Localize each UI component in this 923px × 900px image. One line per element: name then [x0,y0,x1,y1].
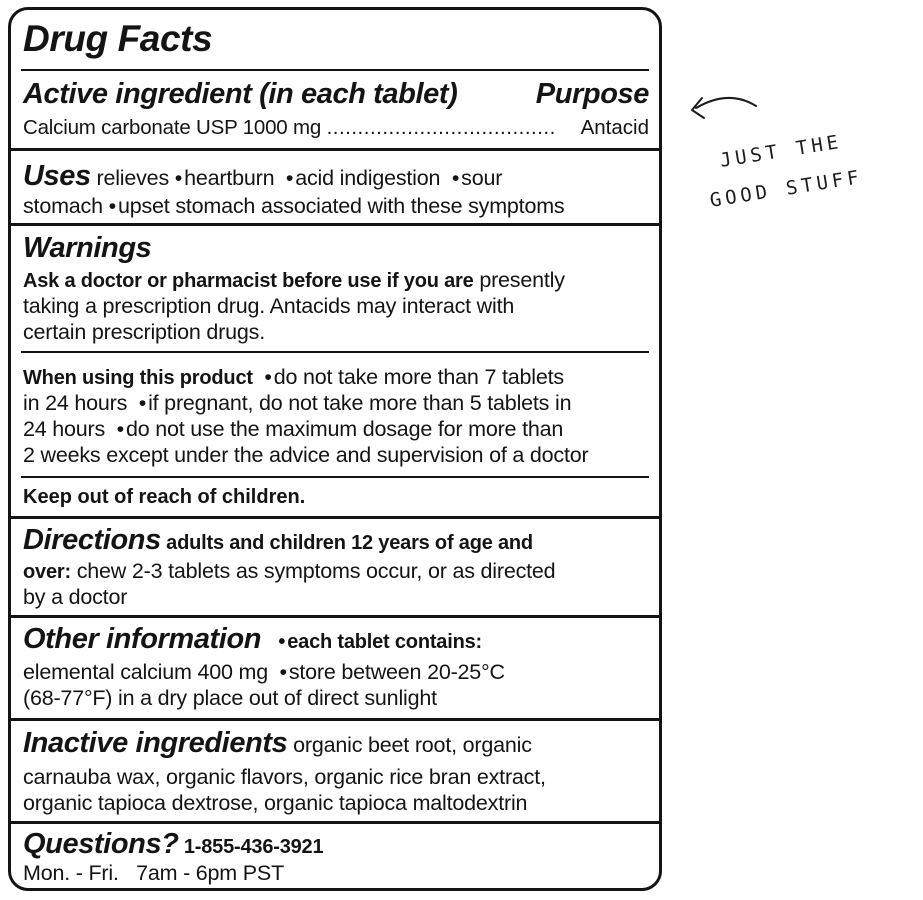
uses-text: heartburn [184,166,281,190]
bullet-icon: • [451,166,460,190]
warnings-ask-line-2: taking a prescription drug. Antacids may interact with [23,294,515,318]
when-using-text: do not use the maximum dosage for more than [125,417,564,441]
questions-phone: 1-855-436-3921 [178,836,324,858]
inactive-heading: Inactive ingredients [23,727,288,759]
active-ingredient-row [23,116,556,140]
uses-line-1 [23,160,502,193]
section-divider [11,148,659,151]
annotation-line-2: GOOD STUFF [708,165,865,212]
other-info-text: elemental calcium 400 mg [23,660,274,684]
bullet-icon: • [279,660,287,684]
warnings-text: presently [473,268,565,292]
uses-text: sour [461,166,503,190]
inactive-text: organic beet root, organic [287,733,532,757]
questions-hours: Mon. - Fri. 7am - 6pm PST [23,861,285,885]
uses-text: relieves [90,166,175,190]
subsection-divider [21,351,649,353]
purpose-heading: Purpose [535,78,649,110]
uses-text: upset stomach associated with these symptoms [117,194,565,218]
inactive-line-1 [23,727,532,760]
warnings-heading: Warnings [23,232,152,264]
other-info-line-2 [23,660,505,685]
ingredient-name: Calcium carbonate USP 1000 mg [23,116,322,139]
uses-text: acid indigestion [295,166,447,190]
page-title: Drug Facts [23,18,213,59]
when-using-line-1 [23,365,564,390]
questions-heading: Questions? [23,828,179,860]
when-using-line-2 [23,391,571,416]
subsection-divider [21,476,649,478]
uses-line-2 [23,194,564,219]
when-using-text: if pregnant, do not take more than 5 tablets in [148,391,572,415]
bullet-icon: • [285,166,294,190]
drug-facts-panel [8,7,662,891]
bullet-icon: • [174,166,183,190]
hand-drawn-arrow-icon [680,88,770,138]
section-divider [11,615,659,618]
when-using-text: 24 hours [23,417,111,441]
directions-heading: Directions [23,524,161,556]
inactive-line-2: carnauba wax, organic flavors, organic rice bran extract, [23,765,546,789]
other-info-line-3: (68-77°F) in a dry place out of direct sunlight [23,686,437,710]
other-info-text: store between 20-25°C [288,660,505,684]
bullet-icon: • [116,417,124,441]
active-ingredient-heading: Active ingredient (in each tablet) [23,78,458,110]
ingredient-purpose: Antacid [580,116,649,139]
keep-out-of-reach: Keep out of reach of children. [23,486,306,508]
directions-bold: over: [23,561,71,583]
title-divider [21,69,649,71]
questions-line-1 [23,828,323,861]
other-info-bold: each tablet contains: [287,631,482,653]
section-divider [11,821,659,824]
section-divider [11,516,659,519]
section-divider [11,223,659,226]
directions-text: chew 2-3 tablets as symptoms occur, or as directed [70,559,556,583]
warnings-ask-line-1 [23,268,565,293]
bullet-icon: • [278,631,286,653]
directions-line-3: by a doctor [23,585,128,609]
ask-doctor-bold: Ask a doctor or pharmacist before use if you are [23,270,474,292]
directions-bold: adults and children 12 years of age and [160,532,533,554]
other-info-heading: Other information [23,623,262,655]
section-divider [11,718,659,721]
bullet-icon: • [138,391,147,415]
directions-line-2 [23,559,555,584]
when-using-bold: When using this product [23,367,253,389]
inactive-line-3: organic tapioca dextrose, organic tapioca maltodextrin [23,791,528,815]
annotation-line-1: JUST THE [718,130,844,172]
dot-leader: ..................................... [326,116,556,139]
bullet-icon: • [108,194,116,218]
directions-line-1 [23,524,533,557]
when-using-text: in 24 hours [23,391,133,415]
uses-text: stomach [23,194,109,218]
other-info-line-1 [23,623,482,656]
when-using-line-4: 2 weeks except under the advice and supervision of a doctor [23,443,589,467]
when-using-text: do not take more than 7 tablets [273,365,564,389]
bullet-icon: • [264,365,272,389]
when-using-line-3 [23,417,563,442]
uses-heading: Uses [23,160,91,192]
warnings-ask-line-3: certain prescription drugs. [23,320,265,344]
